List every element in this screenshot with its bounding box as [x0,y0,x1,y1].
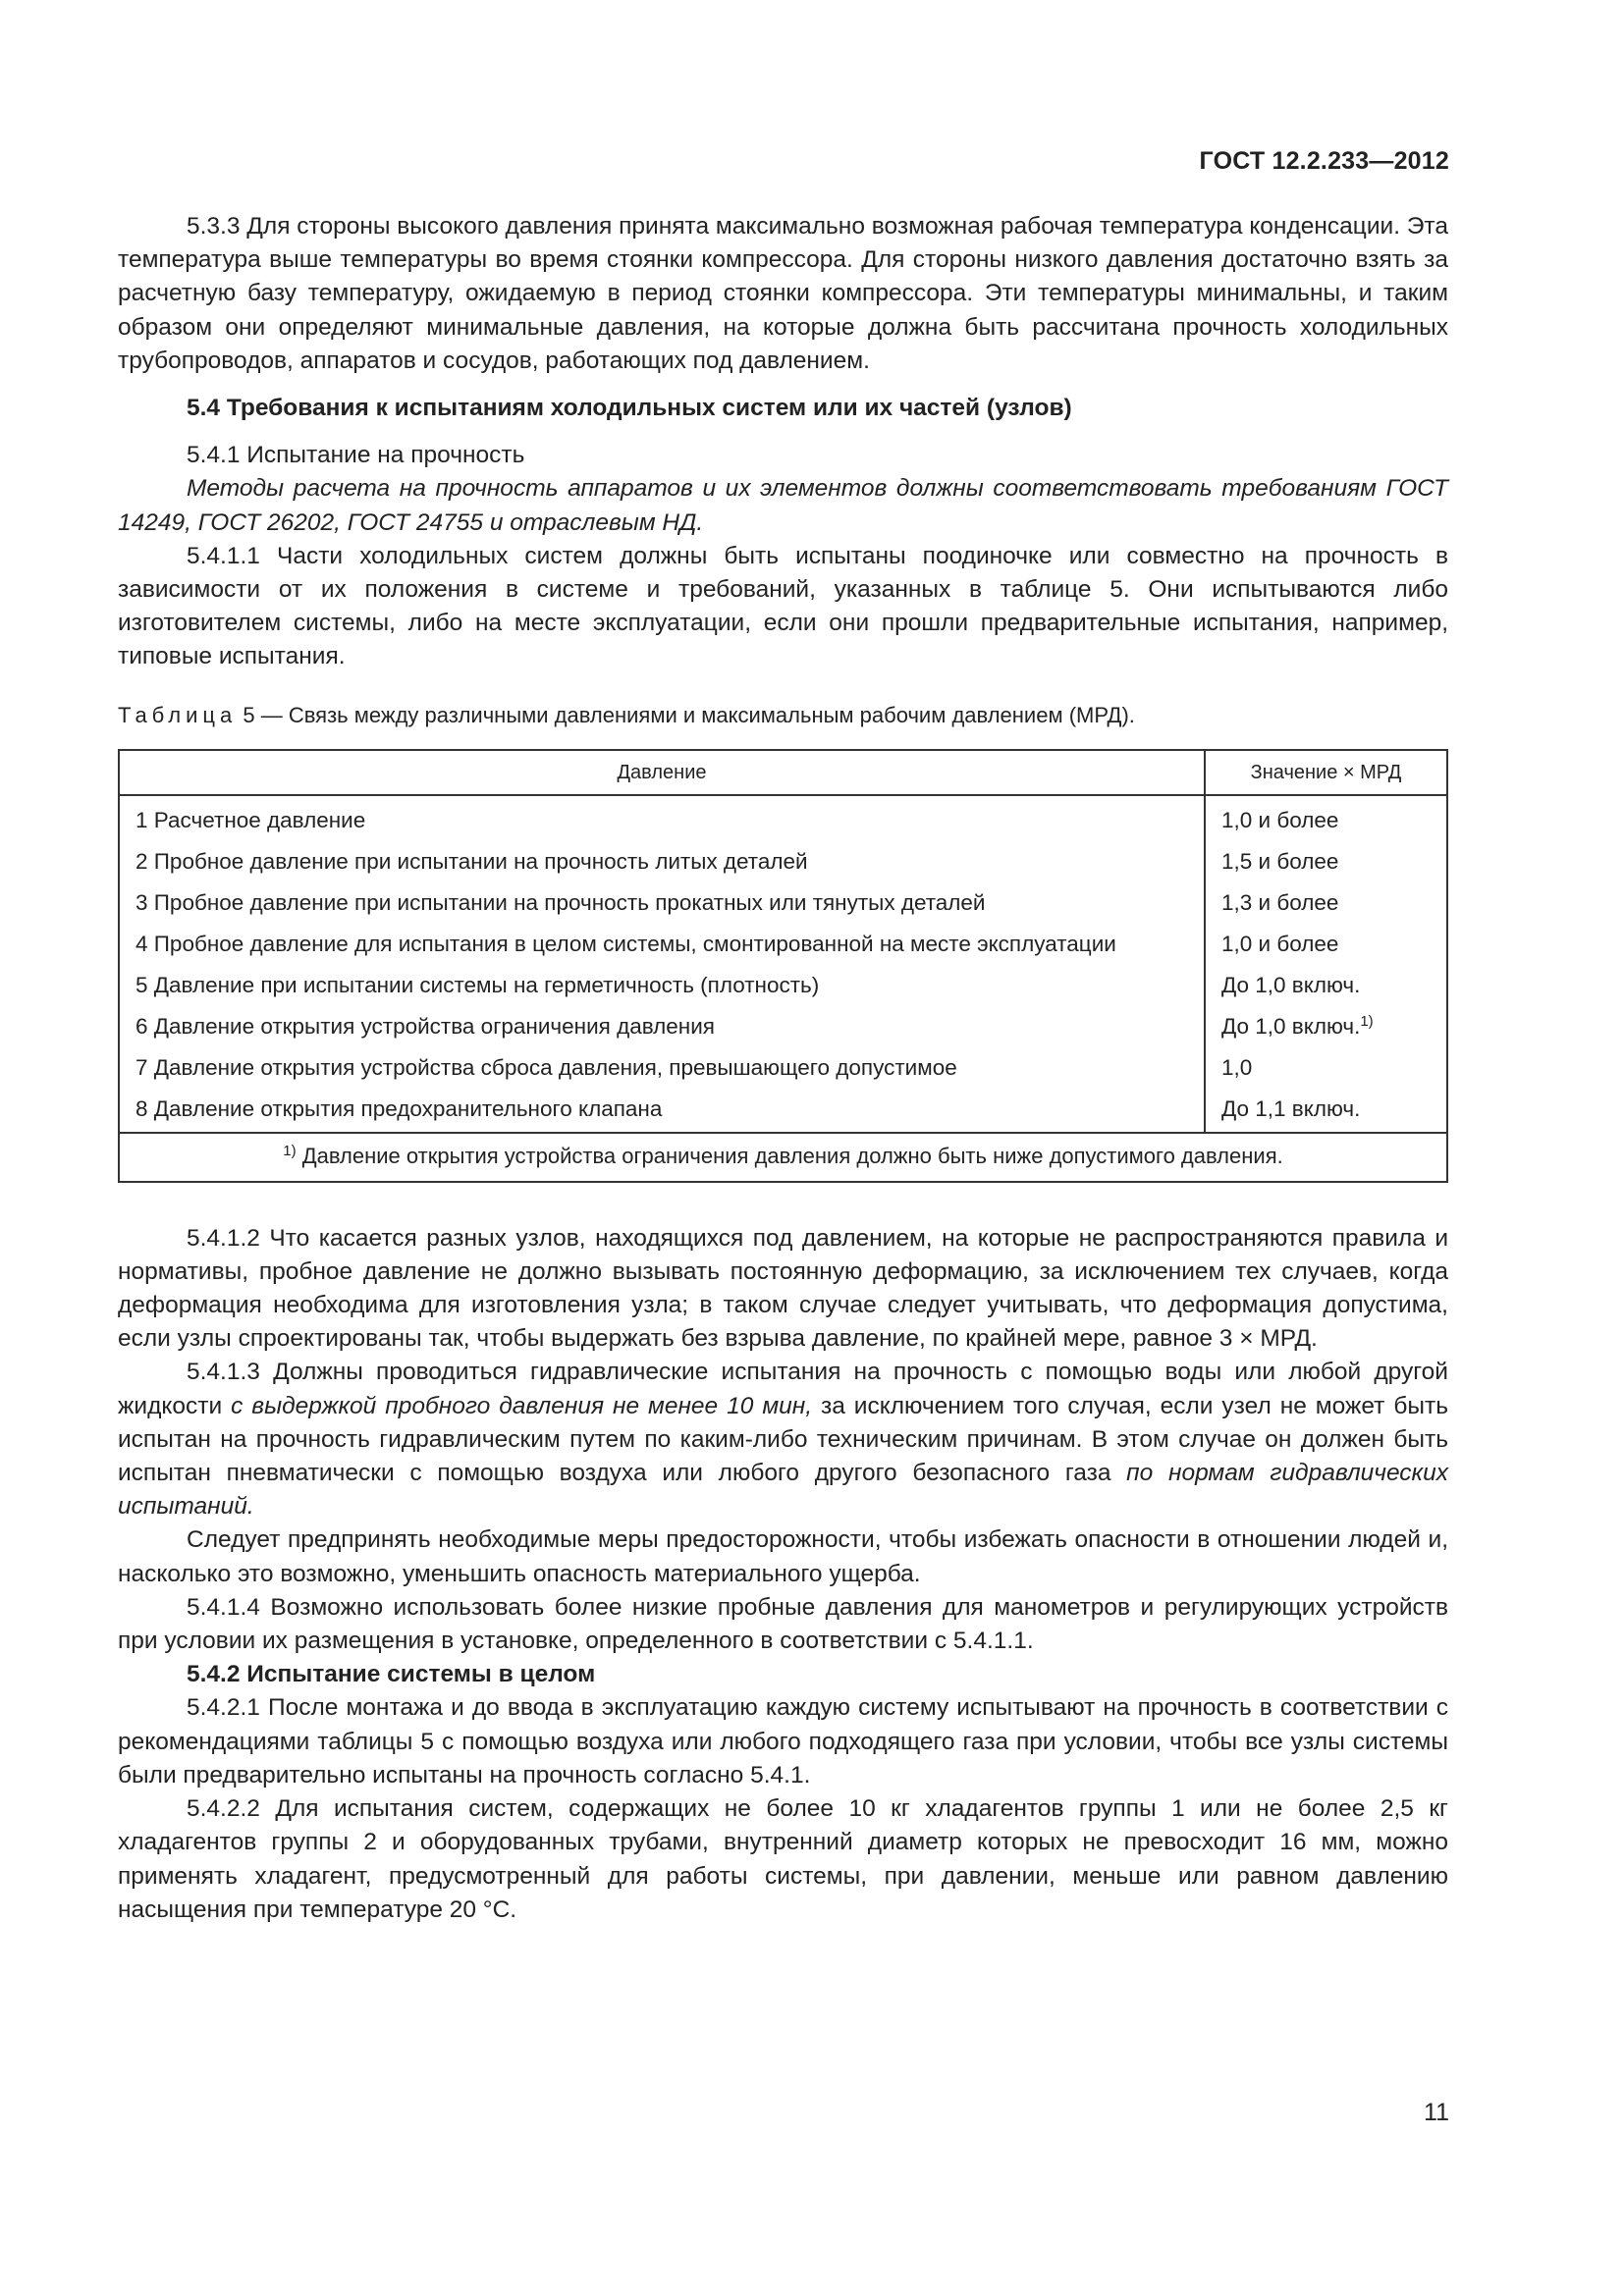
subsection-heading-5-4-2: 5.4.2 Испытание системы в целом [187,1661,596,1688]
table-header-row [119,750,1447,795]
text-run: 5.4.1.3 Должны проводиться гидравлические испытания на прочность с помощью воды или любой другой жидкости [118,1359,1448,1419]
table-row [119,965,1447,1006]
section-heading-5-4: 5.4 Требования к испытаниям холодильных систем или их частей (узлов) [187,395,1072,422]
table-row [119,841,1447,882]
table-footnote [119,1133,1447,1182]
table-cell-value: 1,5 и более [1205,841,1447,882]
table-cell-value: 1,0 [1205,1047,1447,1089]
table-cell-pressure: 4 Пробное давление для испытания в целом системы, смонтированной на месте эксплуатации [119,924,1205,965]
italic-text-run: по нормам гидравлических испытаний. [118,1460,1448,1521]
paragraph-5-4-1-methods: Методы расчета на прочность аппаратов и их элементов должны соответствовать требованиям ГОСТ 14249, ГОСТ 26202, ГОСТ 24755 и отраслевым НД. [118,475,1448,536]
paragraph-5-4-2-1: 5.4.2.1 После монтажа и до ввода в эксплуатацию каждую систему испытывают на прочность в соответствии с рекомендациями таблицы 5 с помощью воздуха или любого подходящего газа при условии, чтобы все узлы системы были предварительно испытаны на прочность согласно 5.4.1. [118,1694,1448,1789]
table-cell-value [1205,1006,1447,1047]
text-run: за исключением того случая, если узел не может быть испытан на прочность гидравлическим путем по каким-либо техническим причинам. В этом случае он должен быть испытан пневматически с помощью воздуха или любого другого безопасного газа [118,1392,1448,1487]
footnote-reference: 1) [1360,1012,1374,1030]
table-cell-pressure: 5 Давление при испытании системы на герметичность (плотность) [119,965,1205,1006]
italic-text-run: с выдержкой пробного давления не менее 10 мин, [231,1392,813,1419]
paragraph-5-4-1-2: 5.4.1.2 Что касается разных узлов, находящихся под давлением, на которые не распространяются правила и нормативы, пробное давление не должно вызывать постоянную деформацию, за исключением тех случаев, когда деформация необходима для изготовления узла; в таком случае следует учитывать, что деформация допустима, если узлы спроектированы так, чтобы выдержать без взрыва давление, по крайней мере, равное 3 × МРД. [118,1224,1448,1353]
table-cell-value: До 1,0 включ. [1205,965,1447,1006]
table-row [119,882,1447,924]
table-row [119,1006,1447,1047]
table-cell-value: 1,0 и более [1205,924,1447,965]
table-cell-value: До 1,1 включ. [1205,1089,1447,1133]
table-header-value: Значение × МРД [1205,750,1447,795]
table-5 [118,749,1448,1183]
table-cell-pressure: 6 Давление открытия устройства ограничения давления [119,1006,1205,1047]
paragraph-5-4-1-4: 5.4.1.4 Возможно использовать более низкие пробные давления для манометров и регулирующих устройств при условии их размещения в установке, определенного в соответствии с 5.4.1.1. [118,1593,1448,1655]
table-caption-text: 5 — Связь между различными давлениями и максимальным рабочим давлением (МРД). [237,702,1135,727]
table-cell-pressure: 7 Давление открытия устройства сброса давления, превышающего допустимое [119,1047,1205,1089]
table-5-caption [118,702,1448,729]
footnote-text: Давление открытия устройства ограничения давления должно быть ниже допустимого давления. [296,1143,1283,1168]
table-row [119,1047,1447,1089]
table-cell-pressure: 3 Пробное давление при испытании на прочность прокатных или тянутых деталей [119,882,1205,924]
document-code-header: ГОСТ 12.2.233—2012 [1199,147,1449,175]
paragraph-5-4-1-1: 5.4.1.1 Части холодильных систем должны быть испытаны поодиночке или совместно на прочность в зависимости от их положения в системе и требований, указанных в таблице 5. Они испытываются либо изготовителем системы, либо на месте эксплуатации, если они прошли предварительные испытания, например, типовые испытания. [118,542,1448,670]
table-row [119,795,1447,841]
table-row [119,924,1447,965]
table-caption-prefix: Таблица [118,702,238,727]
table-cell-pressure: 8 Давление открытия предохранительного клапана [119,1089,1205,1133]
paragraph-5-4-1-3 [118,1356,1448,1523]
paragraph-precautions: Следует предпринять необходимые меры предосторожности, чтобы избежать опасности в отношении людей и, насколько это возможно, уменьшить опасность материального ущерба. [118,1526,1448,1587]
table-header-pressure: Давление [119,750,1205,795]
page-number: 11 [1424,2099,1449,2126]
table-row [119,1089,1447,1133]
subsection-heading-5-4-1: 5.4.1 Испытание на прочность [187,442,525,469]
table-cell-value: 1,0 и более [1205,795,1447,841]
paragraph-5-3-3: 5.3.3 Для стороны высокого давления принята максимально возможная рабочая температура конденсации. Эта температура выше температуры во время стоянки компрессора. Для стороны низкого давления достаточно взять за расчетную базу температуру, ожидаемую в период стоянки компрессора. Эти температуры минимальны, и таким образом они определяют минимальные давления, на которые должна быть рассчитана прочность холодильных трубопроводов, аппаратов и сосудов, работающих под давлением. [118,213,1448,374]
table-cell-value-text: До 1,0 включ. [1221,1013,1361,1039]
footnote-mark: 1) [283,1142,297,1159]
table-cell-value: 1,3 и более [1205,882,1447,924]
table-cell-pressure: 1 Расчетное давление [119,795,1205,841]
table-footnote-row [119,1133,1447,1182]
table-cell-pressure: 2 Пробное давление при испытании на прочность литых деталей [119,841,1205,882]
document-body [118,210,1448,1927]
paragraph-5-4-2-2: 5.4.2.2 Для испытания систем, содержащих не более 10 кг хладагентов группы 1 или не более 2,5 кг хладагентов группы 2 и оборудованных трубами, внутренний диаметр которых не превосходит 16 мм, можно применять хладагент, предусмотренный для работы системы, при давлении, меньше или равном давлению насыщения при температуре 20 °С. [118,1795,1448,1923]
